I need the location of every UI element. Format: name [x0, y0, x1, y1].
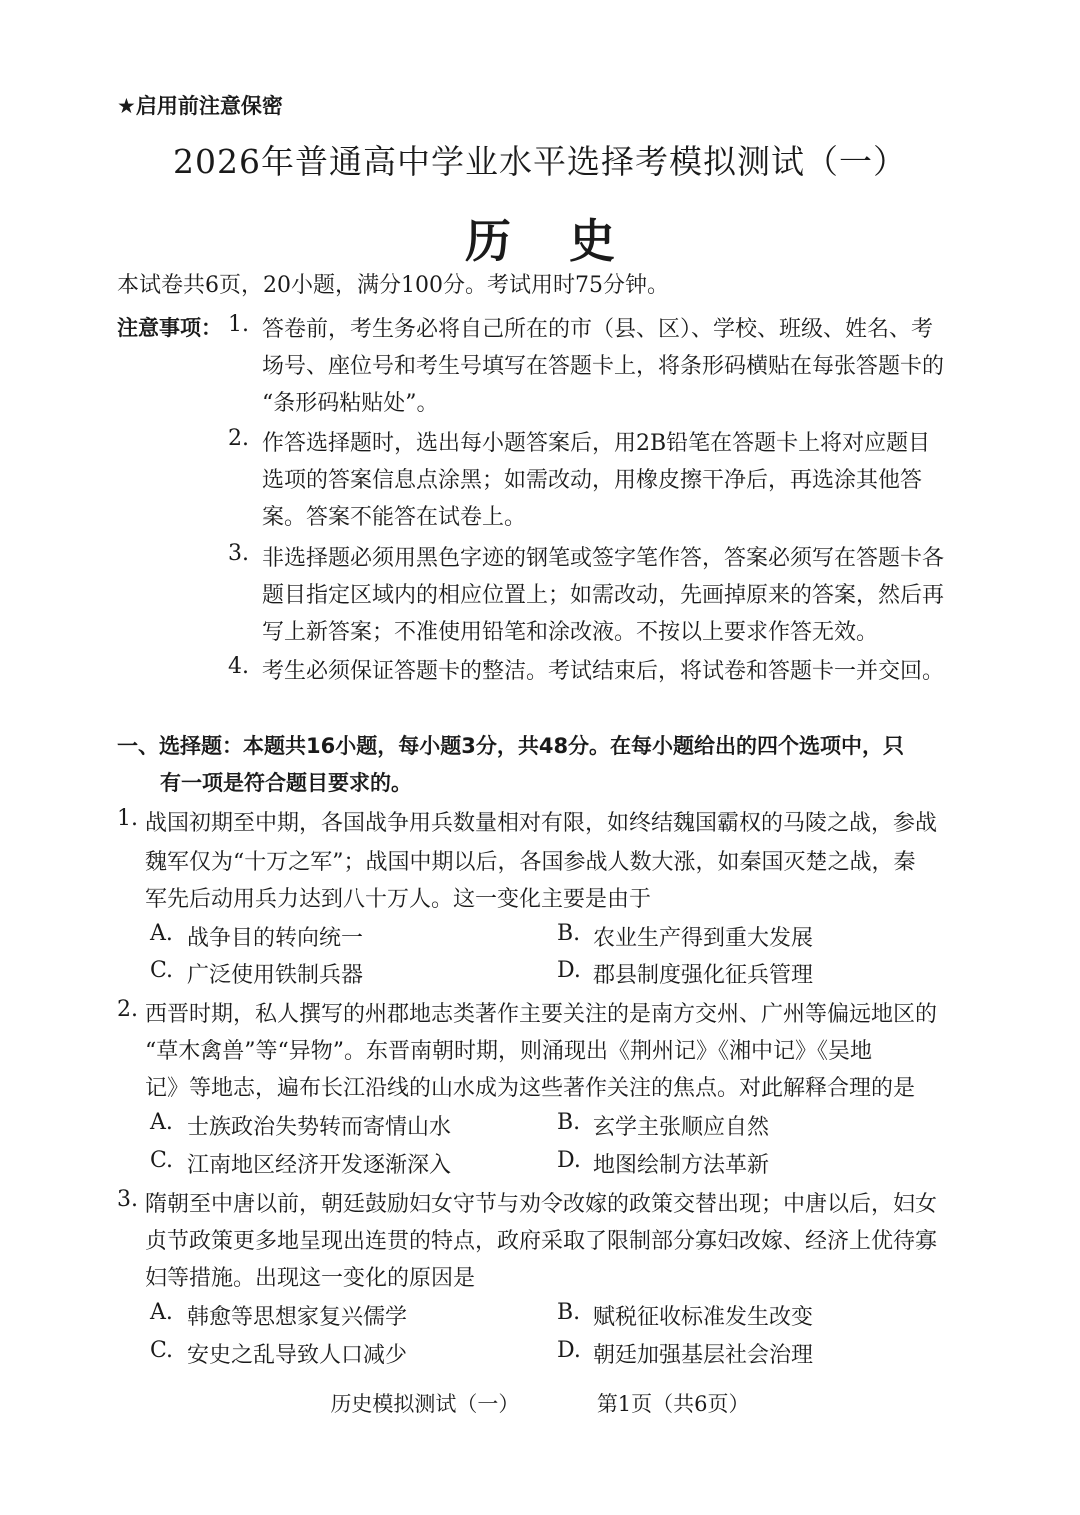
- question-stem-line: 记》等地志，遍布长江沿线的山水成为这些著作关注的焦点。对此解释合理的是: [145, 1076, 916, 1101]
- option-text: 地图绘制方法革新: [593, 1153, 770, 1178]
- notice-line: 写上新答案；不准使用铅笔和涂改液。不按以上要求作答无效。: [262, 620, 879, 645]
- question-number: 1.: [117, 806, 138, 831]
- question-number: 3.: [117, 1187, 138, 1212]
- notice-number: 4.: [228, 654, 249, 679]
- option-text: 朝廷加强基层社会治理: [593, 1343, 814, 1368]
- option-key: B.: [557, 1300, 581, 1325]
- option-text: 广泛使用铁制兵器: [187, 963, 364, 988]
- question-stem-line: 军先后动用兵力达到八十万人。这一变化主要是由于: [145, 887, 652, 912]
- notice-line: 选项的答案信息点涂黑；如需改动，用橡皮擦干净后，再选涂其他答: [262, 468, 923, 493]
- notice-line: 非选择题必须用黑色字迹的钢笔或签字笔作答，答案必须写在答题卡各: [262, 546, 945, 571]
- question-stem-line: 魏军仅为“十万之军”；战国中期以后，各国参战人数大涨，如秦国灭楚之战，秦: [145, 850, 916, 875]
- question-stem-line: 战国初期至中期，各国战争用兵数量相对有限，如终结魏国霸权的马陵之战，参战: [145, 811, 938, 836]
- option-text: 士族政治失势转而寄情山水: [187, 1115, 452, 1140]
- page-footer: [0, 1388, 1080, 1418]
- option-key: A.: [150, 1300, 173, 1325]
- notice-line: 场号、座位号和考生号填写在答题卡上，将条形码横贴在每张答题卡的: [262, 354, 945, 379]
- option-text: 战争目的转向统一: [187, 926, 364, 951]
- option-text: 江南地区经济开发逐渐深入: [187, 1153, 452, 1178]
- question-stem-line: “草木禽兽”等“异物”。东晋南朝时期，则涌现出《荆州记》《湘中记》《吴地: [145, 1039, 872, 1064]
- option-key: A.: [150, 1110, 173, 1135]
- exam-title: 2026年普通高中学业水平选择考模拟测试（一）: [173, 142, 907, 181]
- notice-line: 作答选择题时，选出每小题答案后，用2B铅笔在答题卡上将对应题目: [262, 431, 931, 456]
- option-text: 韩愈等思想家复兴儒学: [187, 1305, 408, 1330]
- question-stem-line: 贞节政策更多地呈现出连贯的特点，政府采取了限制部分寡妇改嫁、经济上优待寡: [145, 1229, 938, 1254]
- option-key: C.: [150, 958, 174, 983]
- option-key: B.: [557, 1110, 581, 1135]
- option-text: 郡县制度强化征兵管理: [593, 963, 814, 988]
- notice-line: 考生必须保证答题卡的整洁。考试结束后，将试卷和答题卡一并交回。: [262, 659, 945, 684]
- section-heading: 一、选择题：本题共16小题，每小题3分，共48分。在每小题给出的四个选项中，只: [117, 734, 905, 758]
- exam-intro: 本试卷共6页，20小题，满分100分。考试用时75分钟。: [117, 273, 669, 298]
- notice-number: 2.: [228, 426, 249, 451]
- option-key: A.: [150, 921, 173, 946]
- option-key: D.: [557, 1148, 581, 1173]
- question-stem-line: 隋朝至中唐以前，朝廷鼓励妇女守节与劝令改嫁的政策交替出现；中唐以后，妇女: [145, 1192, 938, 1217]
- option-key: B.: [557, 921, 581, 946]
- option-text: 安史之乱导致人口减少: [187, 1343, 408, 1368]
- option-key: C.: [150, 1338, 174, 1363]
- subject-title: 历史: [465, 214, 673, 268]
- footer-page-number: 第1页（共6页）: [596, 1392, 750, 1416]
- question-stem-line: 西晋时期，私人撰写的州郡地志类著作主要关注的是南方交州、广州等偏远地区的: [145, 1002, 938, 1027]
- confidential-notice: ★启用前注意保密: [117, 94, 283, 118]
- option-key: D.: [557, 958, 581, 983]
- notice-line: 答卷前，考生务必将自己所在的市（县、区）、学校、班级、姓名、考: [262, 317, 934, 342]
- notice-line: 案。答案不能答在试卷上。: [262, 505, 527, 530]
- notice-number: 1.: [228, 312, 249, 337]
- option-text: 玄学主张顺应自然: [593, 1115, 770, 1140]
- question-number: 2.: [117, 997, 138, 1022]
- footer-exam-name: 历史模拟测试（一）: [330, 1392, 520, 1416]
- notice-line: 题目指定区域内的相应位置上；如需改动，先画掉原来的答案，然后再: [262, 583, 945, 608]
- option-key: C.: [150, 1148, 174, 1173]
- option-key: D.: [557, 1338, 581, 1363]
- option-text: 赋税征收标准发生改变: [593, 1305, 814, 1330]
- section-heading-cont: 有一项是符合题目要求的。: [160, 771, 412, 795]
- notice-line: “条形码粘贴处”。: [262, 391, 439, 416]
- notice-number: 3.: [228, 541, 249, 566]
- notice-label: 注意事项：: [117, 316, 222, 340]
- option-text: 农业生产得到重大发展: [593, 926, 814, 951]
- question-stem-line: 妇等措施。出现这一变化的原因是: [145, 1266, 476, 1291]
